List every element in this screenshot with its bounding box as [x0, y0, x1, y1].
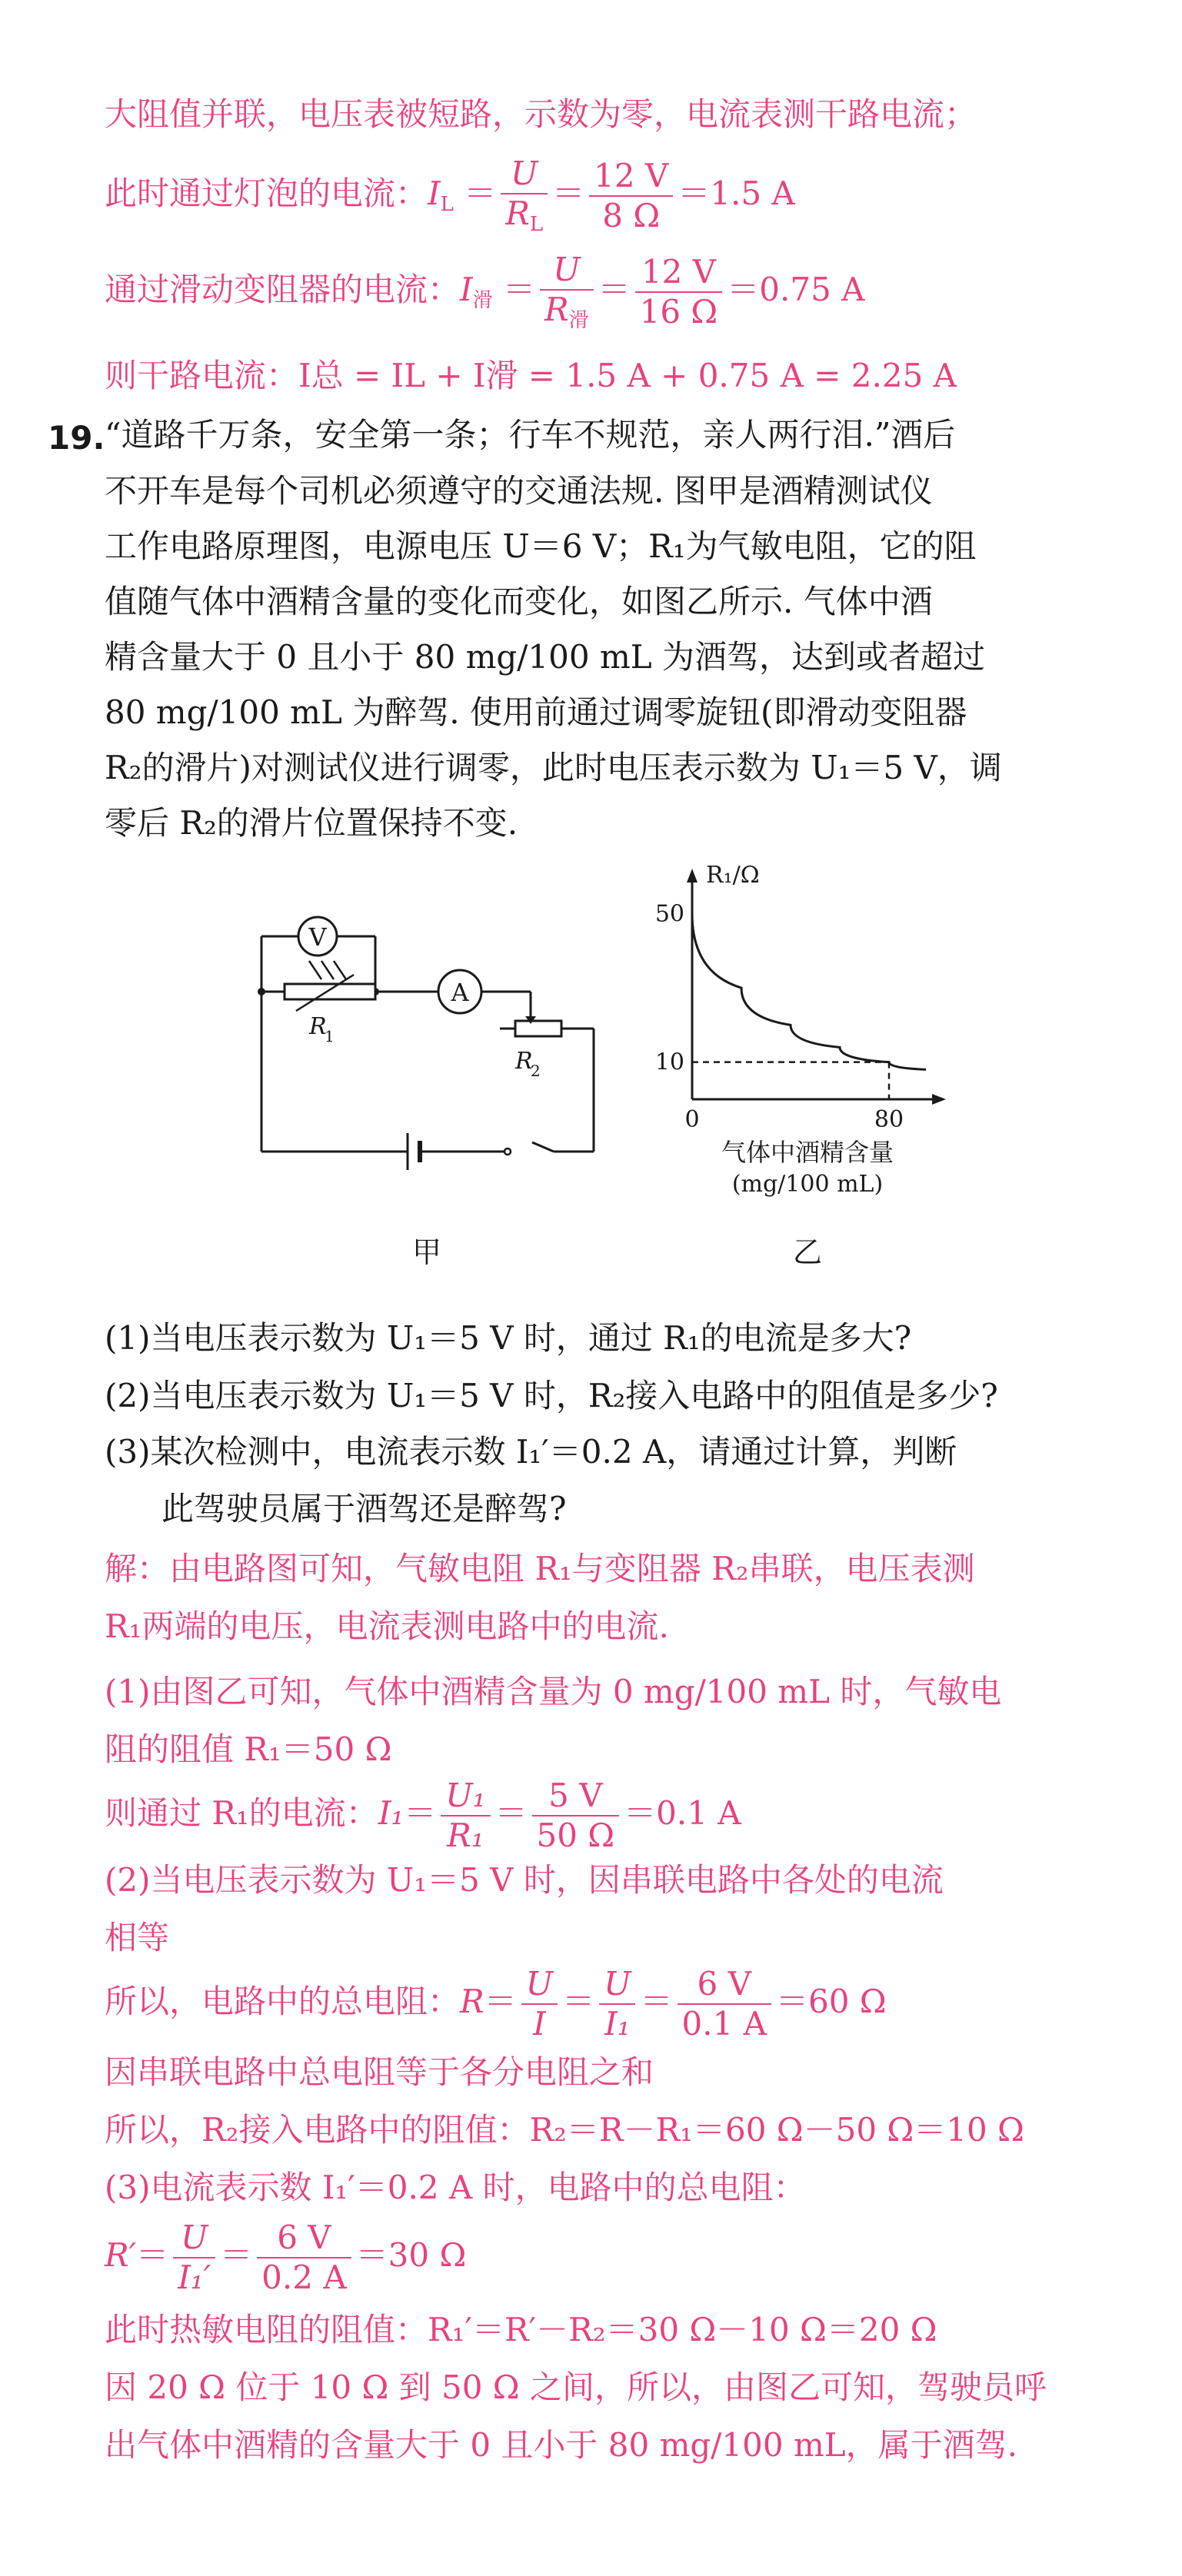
circuit-caption: 甲: [411, 1235, 442, 1269]
solution-line-6: 相等: [105, 1919, 170, 1956]
y-axis-label: R₁/Ω: [706, 862, 760, 889]
solution-line-9: (3)电流表示数 I₁′＝0.2 A 时，电路中的总电阻：: [105, 2169, 806, 2206]
data-curve: [692, 913, 926, 1069]
x-axis-arrow: [932, 1094, 946, 1105]
sub-question-1: (1)当电压表示数为 U₁＝5 V 时，通过 R₁的电流是多大?: [105, 1319, 912, 1357]
solution-line-3: (1)由图乙可知，气体中酒精含量为 0 mg/100 mL 时，气敏电: [105, 1673, 1002, 1710]
solution-top-line-1: 大阻值并联，电压表被短路，示数为零，电流表测干路电流；: [105, 95, 977, 133]
sub-question-3-cont: 此驾驶员属于酒驾还是醉驾?: [161, 1490, 567, 1527]
question-line-2: 不开车是每个司机必须遵守的交通法规. 图甲是酒精测试仪: [105, 472, 933, 510]
x-tick-label: 0: [684, 1106, 700, 1133]
svg-text:1: 1: [325, 1027, 335, 1045]
solution-line-8: 所以，R₂接入电路中的阻值：R₂＝R－R₁＝60 Ω－50 Ω＝10 Ω: [105, 2111, 1024, 2149]
solution-top-line-4: 则干路电流：I总 = IL + I滑 = 1.5 A + 0.75 A = 2.25 A: [105, 357, 957, 394]
svg-text:A: A: [451, 978, 469, 1007]
solution-line-12: 出气体中酒精的含量大于 0 且小于 80 mg/100 mL，属于酒驾.: [105, 2426, 1018, 2464]
switch-icon: [504, 1148, 511, 1155]
solution-line-1: 解：由电路图可知，气敏电阻 R₁与变阻器 R₂串联，电压表测: [105, 1550, 975, 1587]
circuit-diagram: [246, 884, 615, 1284]
fraction-u-over-r-slider: $\frac{U}{R_滑}$: [540, 254, 594, 331]
x-tick-label: 80: [874, 1106, 904, 1133]
sub-question-2: (2)当电压表示数为 U₁＝5 V 时，R₂接入电路中的阻值是多少?: [105, 1377, 998, 1414]
battery-icon: [408, 1133, 420, 1170]
svg-text:R: R: [309, 1013, 327, 1040]
gas-sensor-r1: [285, 961, 375, 1045]
question-number: 19.: [48, 419, 105, 457]
question-line-7: R₂的滑片)对测试仪进行调零，此时电压表示数为 U₁＝5 V，调: [105, 749, 1002, 786]
solution-top-line-3: 通过滑动变阻器的电流：$I_滑$ ＝ $\frac{U}{R_滑}$ ＝ $\frac{12 V}{16 \Omega}$ ＝0.75 A: [105, 251, 865, 332]
question-line-6: 80 mg/100 mL 为醉驾. 使用前通过调零旋钮(即滑动变阻器: [105, 693, 967, 731]
solution-line-5: (2)当电压表示数为 U₁＝5 V 时，因串联电路中各处的电流: [105, 1861, 944, 1899]
rheostat-r2: [514, 1016, 561, 1080]
solution-line-2: R₁两端的电压，电流表测电路中的电流.: [105, 1607, 669, 1645]
y-tick-label: 10: [654, 1049, 684, 1076]
svg-text:R: R: [515, 1048, 533, 1075]
question-line-1: “道路千万条，安全第一条；行车不规范，亲人两行泪.”酒后: [105, 416, 956, 454]
r1-vs-alcohol-graph: [638, 853, 977, 1284]
solution-top-line-2: 此时通过灯泡的电流：$I_L$ ＝ $\frac{U}{R_L}$ ＝ $\frac{12 V}{8 \Omega}$ ＝1.5 A: [105, 155, 795, 236]
junction-dot: [258, 988, 265, 995]
y-axis-arrow: [687, 869, 698, 882]
fraction-12v-over-8ohm: $\frac{12 V}{8 \Omega}$: [589, 160, 673, 232]
solution-eq-2: 所以，电路中的总电阻：R＝ $\frac{U}{I}$ ＝ $\frac{U}{\text{I₁}}$ ＝ $\frac{6 V}{0.1 A}$ ＝60 Ω: [105, 1965, 887, 2043]
solution-line-10: 此时热敏电阻的阻值：R₁′＝R′－R₂＝30 Ω－10 Ω＝20 Ω: [105, 2311, 937, 2348]
solution-line-7: 因串联电路中总电阻等于各分电阻之和: [105, 2053, 654, 2091]
ammeter-icon: [438, 970, 481, 1013]
voltmeter-icon: [298, 917, 337, 956]
question-line-8: 零后 R₂的滑片位置保持不变.: [105, 804, 518, 842]
y-tick-label: 50: [654, 900, 684, 928]
sub-question-3: (3)某次检测中，电流表示数 I₁′＝0.2 A，请通过计算，判断: [105, 1433, 957, 1471]
question-line-4: 值随气体中酒精含量的变化而变化，如图乙所示. 气体中酒: [105, 583, 933, 620]
solution-line-4: 阻的阻值 R₁＝50 Ω: [105, 1730, 392, 1768]
graph-caption: 乙: [792, 1235, 823, 1269]
solution-eq-3: R′＝ $\frac{U}{\text{I₁′}}$ ＝ $\frac{6 V}{0.2 A}$ ＝30 Ω: [105, 2219, 467, 2296]
x-axis-label-line2: (mg/100 mL): [731, 1171, 884, 1198]
x-axis-label-line1: 气体中酒精含量: [721, 1138, 894, 1167]
solution-eq-1: 则通过 R₁的电流：I₁＝ $\frac{\text{U₁}}{\text{R₁}}$ ＝ $\frac{5 V}{50 \Omega}$ ＝0.1 A: [105, 1777, 741, 1854]
fraction-12v-over-16ohm: $\frac{12 V}{16 \Omega}$: [635, 256, 723, 328]
question-line-5: 精含量大于 0 且小于 80 mg/100 mL 为酒驾，达到或者超过: [105, 638, 986, 676]
question-line-3: 工作电路原理图，电源电压 U＝6 V；R₁为气敏电阻，它的阻: [105, 527, 977, 565]
fraction-u-over-rl: $\frac{U}{R_L}$: [501, 158, 548, 234]
svg-text:V: V: [308, 922, 327, 952]
svg-text:2: 2: [531, 1062, 541, 1080]
solution-line-11: 因 20 Ω 位于 10 Ω 到 50 Ω 之间，所以，由图乙可知，驾驶员呼: [105, 2368, 1047, 2406]
